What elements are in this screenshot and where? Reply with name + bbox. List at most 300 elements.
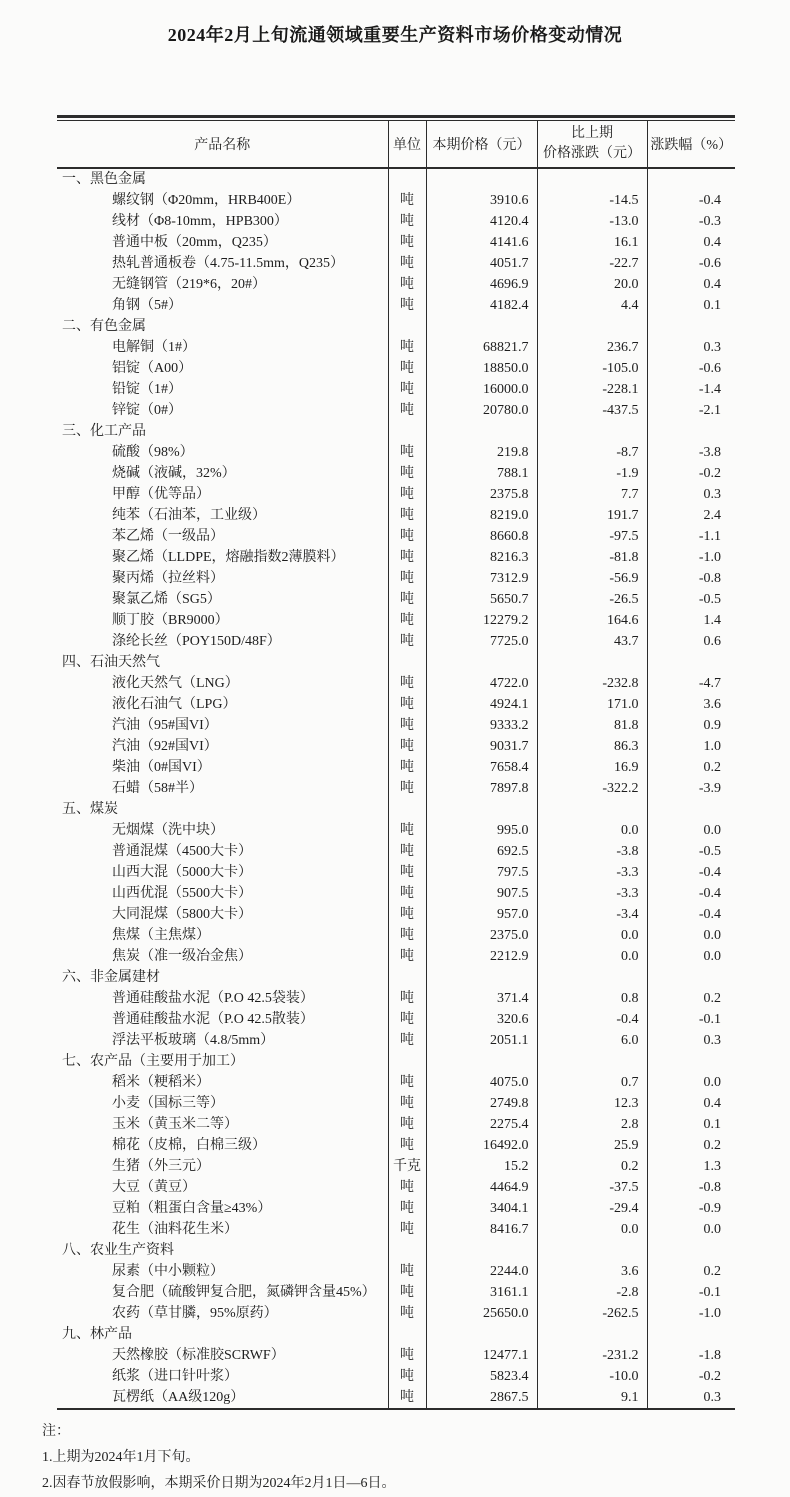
change-cell: -231.2 [537,1345,647,1366]
pct-cell: -0.2 [647,463,735,484]
pct-cell: -0.2 [647,1366,735,1387]
empty-cell [647,799,735,820]
pct-cell: 0.3 [647,1030,735,1051]
change-cell: 43.7 [537,631,647,652]
data-row [57,1219,735,1240]
unit-cell: 吨 [388,547,426,568]
data-row [57,1366,735,1387]
unit-cell: 吨 [388,610,426,631]
pct-cell: 1.4 [647,610,735,631]
product-cell: 山西优混（5500大卡） [112,886,252,901]
data-row [57,1261,735,1282]
change-cell: 25.9 [537,1135,647,1156]
unit-cell: 吨 [388,274,426,295]
empty-cell [426,421,537,442]
pct-cell: -0.4 [647,862,735,883]
change-cell: -437.5 [537,400,647,421]
pct-cell: -0.9 [647,1198,735,1219]
price-cell: 8660.8 [426,526,537,547]
pct-cell: 0.4 [647,274,735,295]
header-unit: 单位 [388,121,426,169]
section-name-cell: 四、石油天然气 [62,655,160,670]
section-name-cell: 三、化工产品 [62,424,146,439]
change-cell: 7.7 [537,484,647,505]
price-cell: 320.6 [426,1009,537,1030]
product-cell: 焦煤（主焦煤） [112,928,210,943]
data-row [57,1387,735,1409]
price-cell: 7312.9 [426,568,537,589]
footnotes [42,1419,750,1497]
price-cell: 907.5 [426,883,537,904]
unit-cell: 吨 [388,589,426,610]
empty-cell [537,967,647,988]
change-cell: 0.7 [537,1072,647,1093]
section-name-cell: 二、有色金属 [62,319,146,334]
price-cell: 18850.0 [426,358,537,379]
unit-cell: 吨 [388,442,426,463]
data-row [57,904,735,925]
section-row [57,1051,735,1072]
unit-cell: 吨 [388,295,426,316]
section-row [57,421,735,442]
section-row [57,652,735,673]
unit-cell: 吨 [388,715,426,736]
change-cell: 3.6 [537,1261,647,1282]
header-price: 本期价格（元） [426,121,537,169]
unit-cell: 吨 [388,568,426,589]
product-cell: 液化天然气（LNG） [112,676,239,691]
section-row [57,316,735,337]
price-cell: 3910.6 [426,190,537,211]
price-table-body [57,168,735,1409]
change-cell: 16.1 [537,232,647,253]
unit-cell: 吨 [388,358,426,379]
section-name-cell: 一、黑色金属 [62,172,146,187]
empty-cell [647,1324,735,1345]
change-cell: -22.7 [537,253,647,274]
change-cell: -3.3 [537,883,647,904]
unit-cell: 吨 [388,232,426,253]
price-cell: 12279.2 [426,610,537,631]
unit-cell: 吨 [388,1219,426,1240]
unit-cell: 吨 [388,400,426,421]
unit-cell: 吨 [388,631,426,652]
unit-cell: 吨 [388,1366,426,1387]
price-cell: 12477.1 [426,1345,537,1366]
price-cell: 4182.4 [426,295,537,316]
unit-cell: 吨 [388,694,426,715]
data-row [57,337,735,358]
change-cell: 164.6 [537,610,647,631]
empty-cell [426,1051,537,1072]
unit-cell: 吨 [388,1072,426,1093]
price-cell: 5650.7 [426,589,537,610]
pct-cell: -0.8 [647,1177,735,1198]
price-cell: 7658.4 [426,757,537,778]
product-cell: 螺纹钢（Φ20mm，HRB400E） [112,193,301,208]
price-cell: 20780.0 [426,400,537,421]
empty-cell [426,168,537,190]
product-cell: 纸浆（进口针叶浆） [112,1369,238,1384]
price-cell: 2375.0 [426,925,537,946]
change-cell: -3.3 [537,862,647,883]
data-row [57,505,735,526]
data-row [57,694,735,715]
section-row [57,1240,735,1261]
data-row [57,1135,735,1156]
change-cell: -10.0 [537,1366,647,1387]
change-cell: 2.8 [537,1114,647,1135]
header-pct: 涨跌幅（%） [647,121,735,169]
unit-cell: 吨 [388,337,426,358]
change-cell: -262.5 [537,1303,647,1324]
change-cell: 16.9 [537,757,647,778]
change-cell: 236.7 [537,337,647,358]
price-cell: 2275.4 [426,1114,537,1135]
price-cell: 3161.1 [426,1282,537,1303]
unit-cell: 吨 [388,1135,426,1156]
pct-cell: -2.1 [647,400,735,421]
price-cell: 2244.0 [426,1261,537,1282]
price-cell: 68821.7 [426,337,537,358]
unit-cell: 吨 [388,1030,426,1051]
data-row [57,883,735,904]
pct-cell: -0.4 [647,883,735,904]
product-cell: 棉花（皮棉，白棉三级） [112,1138,266,1153]
product-cell: 玉米（黄玉米二等） [112,1117,238,1132]
data-row [57,715,735,736]
empty-cell [426,799,537,820]
price-cell: 4924.1 [426,694,537,715]
price-cell: 4120.4 [426,211,537,232]
data-row [57,295,735,316]
price-cell: 4141.6 [426,232,537,253]
product-cell: 柴油（0#国VI） [112,760,211,775]
empty-cell [426,652,537,673]
price-cell: 995.0 [426,820,537,841]
price-cell: 9031.7 [426,736,537,757]
section-name-cell: 六、非金属建材 [62,970,160,985]
unit-cell: 吨 [388,211,426,232]
unit-cell: 吨 [388,1177,426,1198]
product-cell: 无烟煤（洗中块） [112,823,224,838]
pct-cell: 0.3 [647,1387,735,1409]
data-row [57,274,735,295]
price-cell: 797.5 [426,862,537,883]
unit-cell: 吨 [388,925,426,946]
product-cell: 铝锭（A00） [112,361,193,376]
change-cell: -37.5 [537,1177,647,1198]
empty-cell [647,316,735,337]
empty-cell [537,316,647,337]
empty-cell [537,1051,647,1072]
pct-cell: -0.8 [647,568,735,589]
empty-cell [537,1240,647,1261]
product-cell: 稻米（粳稻米） [112,1075,210,1090]
footnote-2: 2.因春节放假影响，本期采价日期为2024年2月1日—6日。 [42,1476,396,1491]
data-row [57,1303,735,1324]
product-cell: 农药（草甘膦，95%原药） [112,1306,278,1321]
unit-cell: 吨 [388,673,426,694]
product-cell: 聚乙烯（LLDPE，熔融指数2薄膜料） [112,550,345,565]
change-cell: -1.9 [537,463,647,484]
empty-cell [388,1240,426,1261]
unit-cell: 吨 [388,526,426,547]
price-cell: 8416.7 [426,1219,537,1240]
unit-cell: 吨 [388,988,426,1009]
product-cell: 无缝钢管（219*6，20#） [112,277,266,292]
pct-cell: -1.1 [647,526,735,547]
pct-cell: 0.3 [647,484,735,505]
change-cell: -232.8 [537,673,647,694]
pct-cell: -3.8 [647,442,735,463]
empty-cell [647,168,735,190]
change-cell: 12.3 [537,1093,647,1114]
price-cell: 8219.0 [426,505,537,526]
product-cell: 豆粕（粗蛋白含量≥43%） [112,1201,272,1216]
pct-cell: 1.0 [647,736,735,757]
product-cell: 聚氯乙烯（SG5） [112,592,221,607]
header-product: 产品名称 [57,121,388,169]
price-cell: 4722.0 [426,673,537,694]
change-cell: 0.0 [537,925,647,946]
empty-cell [388,1324,426,1345]
unit-cell: 吨 [388,1114,426,1135]
price-cell: 2375.8 [426,484,537,505]
pct-cell: 0.6 [647,631,735,652]
price-cell: 25650.0 [426,1303,537,1324]
empty-cell [537,652,647,673]
unit-cell: 吨 [388,1303,426,1324]
pct-cell: -0.5 [647,589,735,610]
price-cell: 2867.5 [426,1387,537,1409]
header-change [537,121,647,169]
data-row [57,610,735,631]
price-cell: 371.4 [426,988,537,1009]
empty-cell [388,316,426,337]
unit-cell: 吨 [388,862,426,883]
empty-cell [426,316,537,337]
pct-cell: 0.2 [647,1261,735,1282]
product-cell: 浮法平板玻璃（4.8/5mm） [112,1033,275,1048]
unit-cell: 吨 [388,904,426,925]
empty-cell [426,1240,537,1261]
change-cell: 4.4 [537,295,647,316]
product-cell: 烧碱（液碱，32%） [112,466,236,481]
data-row [57,400,735,421]
data-row [57,1198,735,1219]
data-row [57,211,735,232]
change-cell: -2.8 [537,1282,647,1303]
pct-cell: -1.4 [647,379,735,400]
page-title: 2024年2月上旬流通领域重要生产资料市场价格变动情况 [167,25,623,45]
pct-cell: 0.9 [647,715,735,736]
product-cell: 普通混煤（4500大卡） [112,844,252,859]
unit-cell: 吨 [388,820,426,841]
data-row [57,925,735,946]
change-cell: -105.0 [537,358,647,379]
data-row [57,547,735,568]
pct-cell: -3.9 [647,778,735,799]
price-cell: 4051.7 [426,253,537,274]
pct-cell: -0.4 [647,190,735,211]
data-row [57,862,735,883]
section-name-cell: 七、农产品（主要用于加工） [62,1054,244,1069]
section-row [57,967,735,988]
empty-cell [537,1324,647,1345]
pct-cell: 2.4 [647,505,735,526]
price-cell: 7725.0 [426,631,537,652]
section-name-cell: 八、农业生产资料 [62,1243,174,1258]
data-row [57,1282,735,1303]
price-cell: 9333.2 [426,715,537,736]
pct-cell: 0.4 [647,1093,735,1114]
data-row [57,1093,735,1114]
data-row [57,1072,735,1093]
change-cell: 0.2 [537,1156,647,1177]
unit-cell: 吨 [388,253,426,274]
product-cell: 硫酸（98%） [112,445,194,460]
empty-cell [388,421,426,442]
pct-cell: -0.6 [647,358,735,379]
unit-cell: 吨 [388,505,426,526]
unit-cell: 吨 [388,946,426,967]
price-cell: 3404.1 [426,1198,537,1219]
price-cell: 16000.0 [426,379,537,400]
pct-cell: 0.3 [647,337,735,358]
change-cell: 20.0 [537,274,647,295]
data-row [57,988,735,1009]
change-cell: -3.8 [537,841,647,862]
data-row [57,253,735,274]
pct-cell: 0.2 [647,1135,735,1156]
unit-cell: 吨 [388,484,426,505]
pct-cell: -1.0 [647,1303,735,1324]
data-row [57,190,735,211]
product-cell: 甲醇（优等品） [112,487,210,502]
product-cell: 瓦楞纸（AA级120g） [112,1390,245,1405]
change-cell: -3.4 [537,904,647,925]
product-cell: 焦炭（准一级冶金焦） [112,949,252,964]
data-row [57,1030,735,1051]
footnote-1: 1.上期为2024年1月下旬。 [42,1450,200,1465]
change-cell: -26.5 [537,589,647,610]
change-cell: -14.5 [537,190,647,211]
footnotes-label: 注： [42,1424,70,1439]
product-cell: 线材（Φ8-10mm，HPB300） [112,214,288,229]
price-cell: 16492.0 [426,1135,537,1156]
change-cell: -228.1 [537,379,647,400]
unit-cell: 吨 [388,841,426,862]
unit-cell: 吨 [388,1345,426,1366]
change-cell: 6.0 [537,1030,647,1051]
pct-cell: -1.8 [647,1345,735,1366]
price-cell: 219.8 [426,442,537,463]
data-row [57,232,735,253]
section-row [57,799,735,820]
change-cell: 9.1 [537,1387,647,1409]
product-cell: 大同混煤（5800大卡） [112,907,252,922]
pct-cell: 1.3 [647,1156,735,1177]
product-cell: 生猪（外三元） [112,1159,210,1174]
empty-cell [426,1324,537,1345]
data-row [57,1009,735,1030]
unit-cell: 吨 [388,1261,426,1282]
price-cell: 4464.9 [426,1177,537,1198]
price-table-zone [57,115,735,1410]
data-row [57,526,735,547]
price-cell: 5823.4 [426,1366,537,1387]
pct-cell: 0.0 [647,946,735,967]
data-row [57,778,735,799]
empty-cell [388,168,426,190]
empty-cell [388,967,426,988]
pct-cell: -0.3 [647,211,735,232]
change-cell: 0.8 [537,988,647,1009]
product-cell: 锌锭（0#） [112,403,182,418]
product-cell: 普通中板（20mm，Q235） [112,235,277,250]
product-cell: 铅锭（1#） [112,382,182,397]
pct-cell: 0.2 [647,988,735,1009]
unit-cell: 吨 [388,778,426,799]
data-row [57,463,735,484]
pct-cell: -0.6 [647,253,735,274]
change-cell: 0.0 [537,946,647,967]
header-change-line1: 比上期 [571,126,613,141]
price-cell: 2749.8 [426,1093,537,1114]
product-cell: 角钢（5#） [112,298,182,313]
change-cell: 86.3 [537,736,647,757]
empty-cell [647,421,735,442]
section-row [57,168,735,190]
section-name-cell: 九、林产品 [62,1327,132,1342]
price-cell: 4696.9 [426,274,537,295]
change-cell: 81.8 [537,715,647,736]
price-table [57,120,735,1410]
data-row [57,568,735,589]
price-cell: 788.1 [426,463,537,484]
pct-cell: -1.0 [647,547,735,568]
pct-cell: -0.1 [647,1009,735,1030]
product-cell: 花生（油料花生米） [112,1222,238,1237]
change-cell: -97.5 [537,526,647,547]
unit-cell: 吨 [388,757,426,778]
table-header [57,121,735,169]
pct-cell: -0.1 [647,1282,735,1303]
unit-cell: 吨 [388,1387,426,1409]
product-cell: 电解铜（1#） [112,340,196,355]
pct-cell: -0.5 [647,841,735,862]
product-cell: 汽油（95#国VI） [112,718,218,733]
change-cell: -81.8 [537,547,647,568]
price-cell: 692.5 [426,841,537,862]
product-cell: 天然橡胶（标准胶SCRWF） [112,1348,285,1363]
product-cell: 复合肥（硫酸钾复合肥，氮磷钾含量45%） [112,1285,376,1300]
product-cell: 山西大混（5000大卡） [112,865,252,880]
change-cell: -13.0 [537,211,647,232]
data-row [57,1177,735,1198]
unit-cell: 吨 [388,736,426,757]
unit-cell: 吨 [388,1009,426,1030]
unit-cell: 吨 [388,1198,426,1219]
product-cell: 热轧普通板卷（4.75-11.5mm，Q235） [112,256,345,271]
product-cell: 顺丁胶（BR9000） [112,613,229,628]
price-cell: 2051.1 [426,1030,537,1051]
product-cell: 纯苯（石油苯，工业级） [112,508,266,523]
empty-cell [647,967,735,988]
data-row [57,484,735,505]
change-cell: -29.4 [537,1198,647,1219]
